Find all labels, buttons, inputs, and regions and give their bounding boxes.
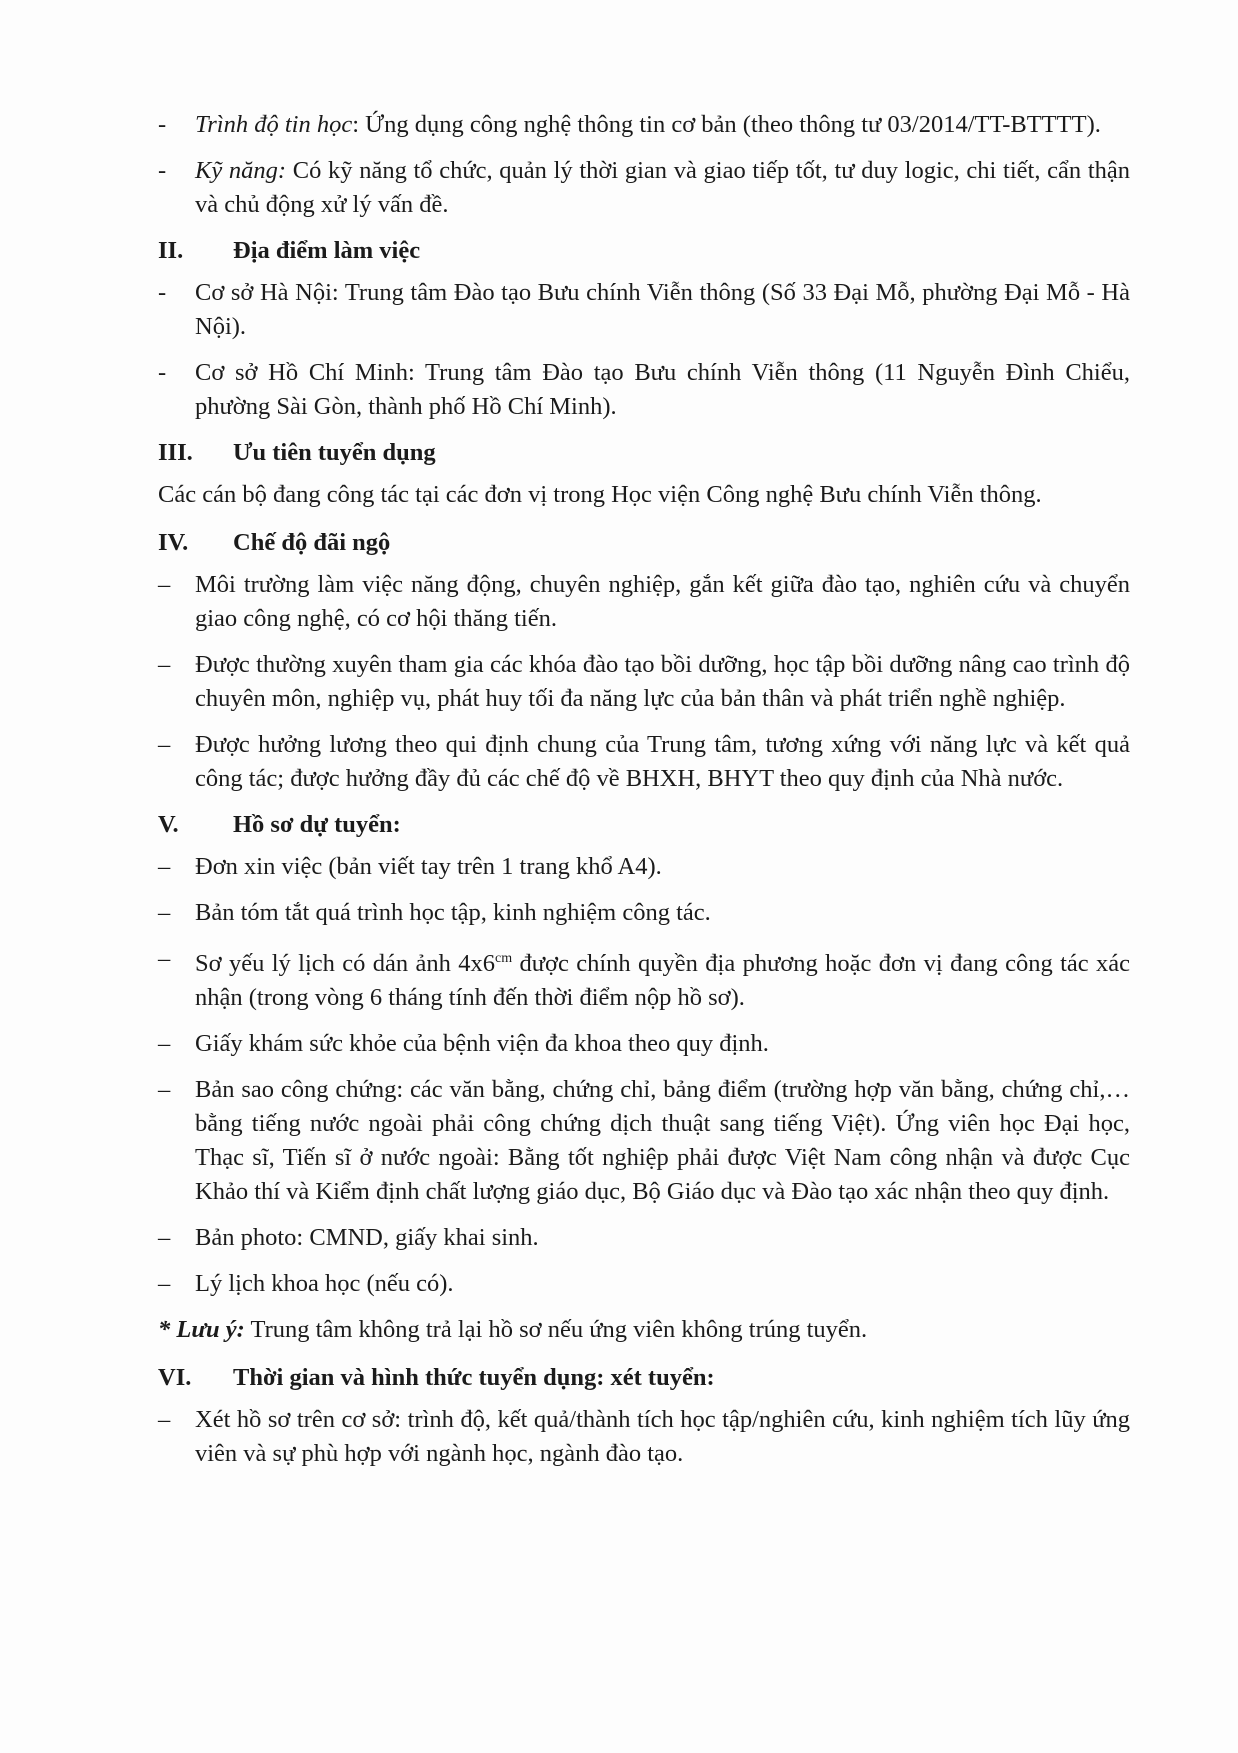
item-label: Trình độ tin học xyxy=(195,111,353,138)
bullet: – xyxy=(158,945,171,972)
list-item xyxy=(158,356,1130,424)
section-paragraph: Các cán bộ đang công tác tại các đơn vị trong Học viện Công nghệ Bưu chính Viễn thông. xyxy=(158,481,1042,508)
bullet: - xyxy=(158,359,167,386)
section-number: IV. xyxy=(158,529,189,556)
section-heading-priority xyxy=(158,436,1130,470)
bullet: – xyxy=(158,853,171,880)
section-number: II. xyxy=(158,237,184,264)
bullet: – xyxy=(158,1270,171,1298)
item-text: Cơ sở Hà Nội: Trung tâm Đào tạo Bưu chính Viễn thông (Số 33 Đại Mỗ, phường Đại Mỗ - Hà Nội). xyxy=(195,279,1130,340)
item-text: Lý lịch khoa học (nếu có). xyxy=(195,1270,454,1298)
section-heading-recruitment-method xyxy=(158,1361,1130,1395)
section-title: Thời gian và hình thức tuyển dụng: xét tuyển: xyxy=(233,1364,715,1392)
section-heading-workplace xyxy=(158,234,1130,268)
list-item xyxy=(158,1403,1130,1471)
item-text: được chính quyền địa phương hoặc đơn vị đang công tác xác nhận (trong vòng 6 tháng tính đến thời điểm nộp hồ sơ). xyxy=(195,950,1130,1012)
section-number: VI. xyxy=(158,1364,192,1392)
item-text: Đơn xin việc (bản viết tay trên 1 trang khổ A4). xyxy=(195,853,662,880)
list-item xyxy=(158,276,1130,344)
list-item xyxy=(158,942,1130,1015)
document-body xyxy=(158,108,1130,1483)
section-number: V. xyxy=(158,811,179,838)
bullet: – xyxy=(158,731,171,758)
section-title: Hồ sơ dự tuyển: xyxy=(233,811,401,838)
list-item xyxy=(158,1267,1130,1301)
list-item-skills xyxy=(158,154,1130,222)
bullet: – xyxy=(158,571,171,598)
section-title: Ưu tiên tuyển dụng xyxy=(233,439,436,466)
bullet: – xyxy=(158,1076,171,1104)
list-item xyxy=(158,568,1130,636)
bullet: - xyxy=(158,279,167,306)
section-heading-application xyxy=(158,808,1130,842)
note xyxy=(158,1313,1130,1347)
bullet: – xyxy=(158,651,171,678)
list-item xyxy=(158,850,1130,884)
item-text: : Ứng dụng công nghệ thông tin cơ bản (theo thông tư 03/2014/TT-BTTTT). xyxy=(352,111,1101,138)
note-label: * Lưu ý: xyxy=(158,1316,245,1344)
superscript-unit: cm xyxy=(495,951,513,966)
section-number: III. xyxy=(158,439,193,466)
list-item xyxy=(158,1027,1130,1061)
item-label: Kỹ năng: xyxy=(195,157,287,184)
bullet: - xyxy=(158,111,167,138)
item-text: Xét hồ sơ trên cơ sở: trình độ, kết quả/thành tích học tập/nghiên cứu, kinh nghiệm tích lũy ứng viên và sự phù hợp với ngành học, ngành đào tạo. xyxy=(195,1406,1130,1468)
list-item xyxy=(158,728,1130,796)
item-text: Môi trường làm việc năng động, chuyên nghiệp, gắn kết giữa đào tạo, nghiên cứu và chuyển giao công nghệ, có cơ hội thăng tiến. xyxy=(195,571,1130,632)
bullet: – xyxy=(158,1030,171,1058)
item-text: Được hưởng lương theo qui định chung của Trung tâm, tương xứng với năng lực và kết quả công tác; được hưởng đầy đủ các chế độ về BHXH, BHYT theo quy định của Nhà nước. xyxy=(195,731,1130,792)
bullet: - xyxy=(158,157,167,184)
item-text: Được thường xuyên tham gia các khóa đào tạo bồi dưỡng, học tập bồi dưỡng nâng cao trình độ chuyên môn, nghiệp vụ, phát huy tối đa năng lực của bản thân và phát triển nghề nghiệp. xyxy=(195,651,1130,712)
list-item xyxy=(158,1073,1130,1209)
item-text: Cơ sở Hồ Chí Minh: Trung tâm Đào tạo Bưu chính Viễn thông (11 Nguyễn Đình Chiểu, phường Sài Gòn, thành phố Hồ Chí Minh). xyxy=(195,359,1130,420)
item-text: Bản tóm tắt quá trình học tập, kinh nghiệm công tác. xyxy=(195,899,711,926)
list-item xyxy=(158,896,1130,930)
section-title: Địa điểm làm việc xyxy=(233,237,421,264)
item-text: Bản sao công chứng: các văn bằng, chứng chỉ, bảng điểm (trường hợp văn bằng, chứng chỉ,…bằng tiếng nước ngoài phải công chứng dịch thuật sang tiếng Việt). Ứng viên học Đại học, Thạc sĩ, Tiến sĩ ở nước ngoài: Bằng tốt nghiệp phải được Việt Nam công nhận và được Cục Khảo thí và Kiểm định chất lượng giáo dục, Bộ Giáo dục và Đào tạo xác nhận theo quy định. xyxy=(195,1076,1130,1206)
item-text: Bản photo: CMND, giấy khai sinh. xyxy=(195,1224,539,1252)
item-text: Sơ yếu lý lịch có dán ảnh 4x6 xyxy=(195,950,495,978)
item-text: Giấy khám sức khỏe của bệnh viện đa khoa theo quy định. xyxy=(195,1030,769,1058)
bullet: – xyxy=(158,899,171,926)
list-item-it-skill xyxy=(158,108,1130,142)
note-text: Trung tâm không trả lại hồ sơ nếu ứng viên không trúng tuyển. xyxy=(244,1316,868,1344)
item-text: Có kỹ năng tổ chức, quản lý thời gian và giao tiếp tốt, tư duy logic, chi tiết, cẩn thận và chủ động xử lý vấn đề. xyxy=(195,157,1131,218)
list-item xyxy=(158,1221,1130,1255)
section-heading-benefits xyxy=(158,526,1130,560)
list-item xyxy=(158,648,1130,716)
section-title: Chế độ đãi ngộ xyxy=(233,529,391,556)
bullet: – xyxy=(158,1406,171,1434)
bullet: – xyxy=(158,1224,171,1252)
